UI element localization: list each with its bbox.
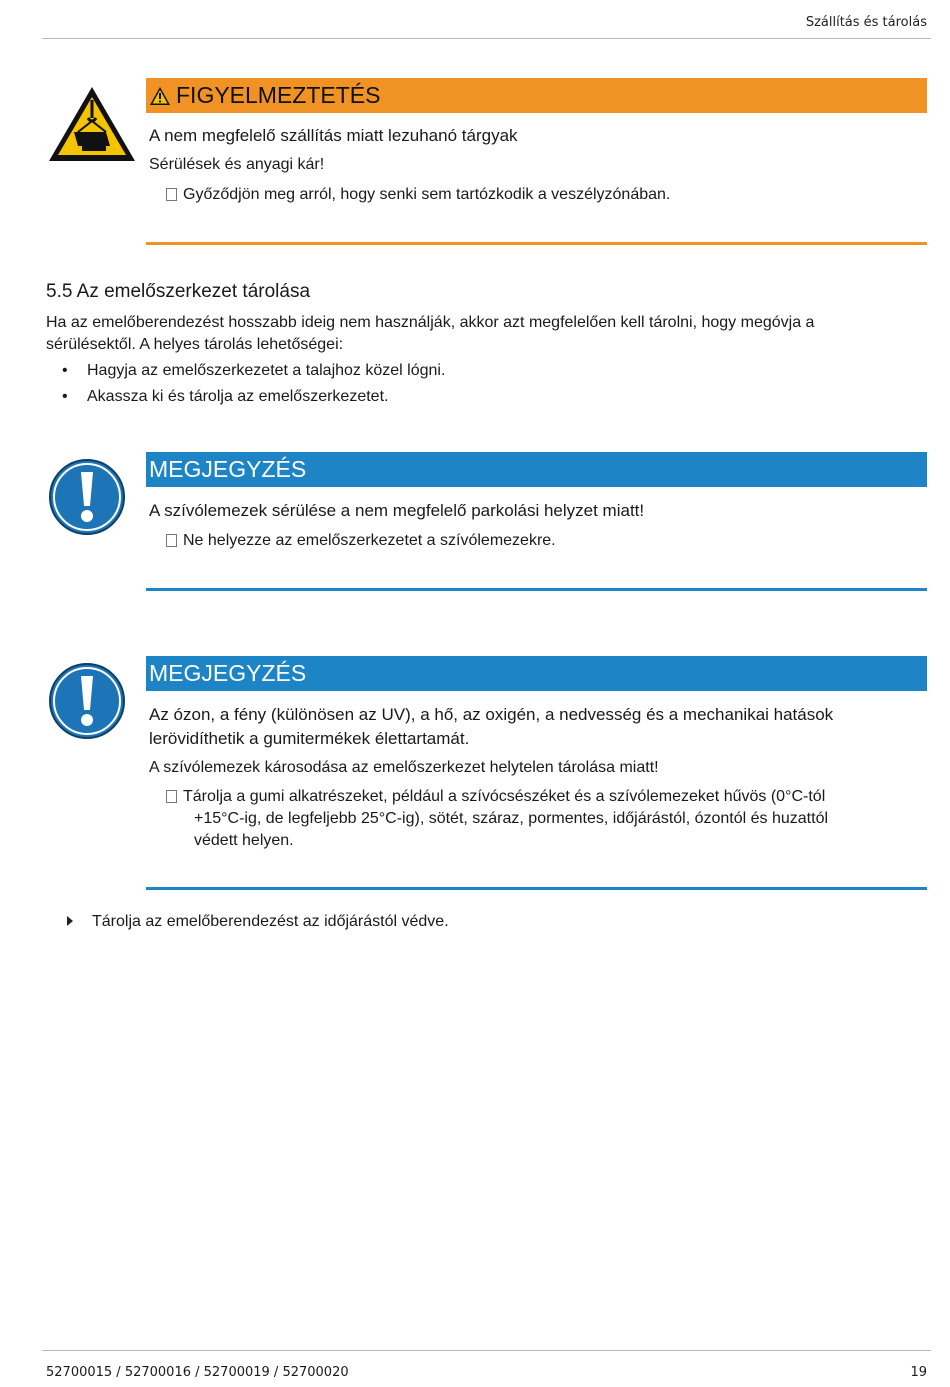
bullet-icon: • [62,388,68,405]
mandatory-notice-icon [48,458,126,541]
note-action-line3: védett helyen. [194,832,294,849]
section-heading: 5.5 Az emelőszerkezet tárolása [46,281,311,302]
note-action [166,786,825,808]
note-text-line2: lerövidíthetik a gumitermékek élettartamát. [149,729,470,748]
warning-action-text: Győződjön meg arról, hogy senki sem tartózkodik a veszélyzónában. [183,186,671,203]
list-item [62,360,445,382]
section-intro-line2: sérülésektől. A helyes tárolás lehetőségei: [46,336,344,353]
warning-consequence: Sérülések és anyagi kár! [149,156,325,173]
note-title-bar [146,452,927,487]
warning-triangle-icon [149,81,171,116]
warning-end-line [146,242,927,245]
list-item-text: Hagyja az emelőszerkezetet a talajhoz közel lógni. [87,362,446,379]
checkbox-glyph-icon [166,790,177,803]
note-action-line1: Tárolja a gumi alkatrészeket, például a szívócsészéket és a szívólemezeket hűvös (0°C-tól [183,788,826,805]
note-text: A szívólemezek sérülése a nem megfelelő parkolási helyzet miatt! [149,501,645,520]
header-divider [42,38,931,39]
note-title: MEGJEGYZÉS [149,660,307,686]
checkbox-glyph-icon [166,534,177,547]
footer-divider [42,1350,931,1351]
section-intro-line1: Ha az emelőberendezést hosszabb ideig nem használják, akkor azt megfelelően kell tárolni, hogy megóvja a [46,314,815,331]
page-number: 19 [910,1365,927,1380]
list-item [62,386,388,408]
note-action [166,530,556,552]
note-consequence: A szívólemezek károsodása az emelőszerkezet helytelen tárolása miatt! [149,759,659,776]
bullet-icon: • [62,362,68,379]
note-end-line [146,887,927,890]
suspended-load-warning-icon [46,84,138,169]
warning-title: FIGYELMEZTETÉS [176,82,381,108]
warning-title-bar [146,78,927,113]
checkbox-glyph-icon [166,188,177,201]
note-title: MEGJEGYZÉS [149,456,307,482]
footer-models: 52700015 / 52700016 / 52700019 / 52700020 [46,1365,349,1380]
instruction-text: Tárolja az emelőberendezést az időjárástól védve. [92,913,449,930]
note-end-line [146,588,927,591]
list-item-text: Akassza ki és tárolja az emelőszerkezetet. [87,388,389,405]
running-header: Szállítás és tárolás [805,15,927,30]
warning-action [166,184,670,206]
triangle-right-icon [66,914,74,932]
note-title-bar [146,656,927,691]
note-action-text: Ne helyezze az emelőszerkezetet a szívólemezekre. [183,532,556,549]
mandatory-notice-icon [48,662,126,745]
note-text-line1: Az ózon, a fény (különösen az UV), a hő, az oxigén, a nedvesség és a mechanikai hatások [149,705,834,724]
note-action-line2: +15°C-ig, de legfeljebb 25°C-ig), sötét, száraz, pormentes, időjárástól, ózontól és huzattól [194,810,829,827]
warning-hazard: A nem megfelelő szállítás miatt lezuhanó tárgyak [149,126,518,145]
